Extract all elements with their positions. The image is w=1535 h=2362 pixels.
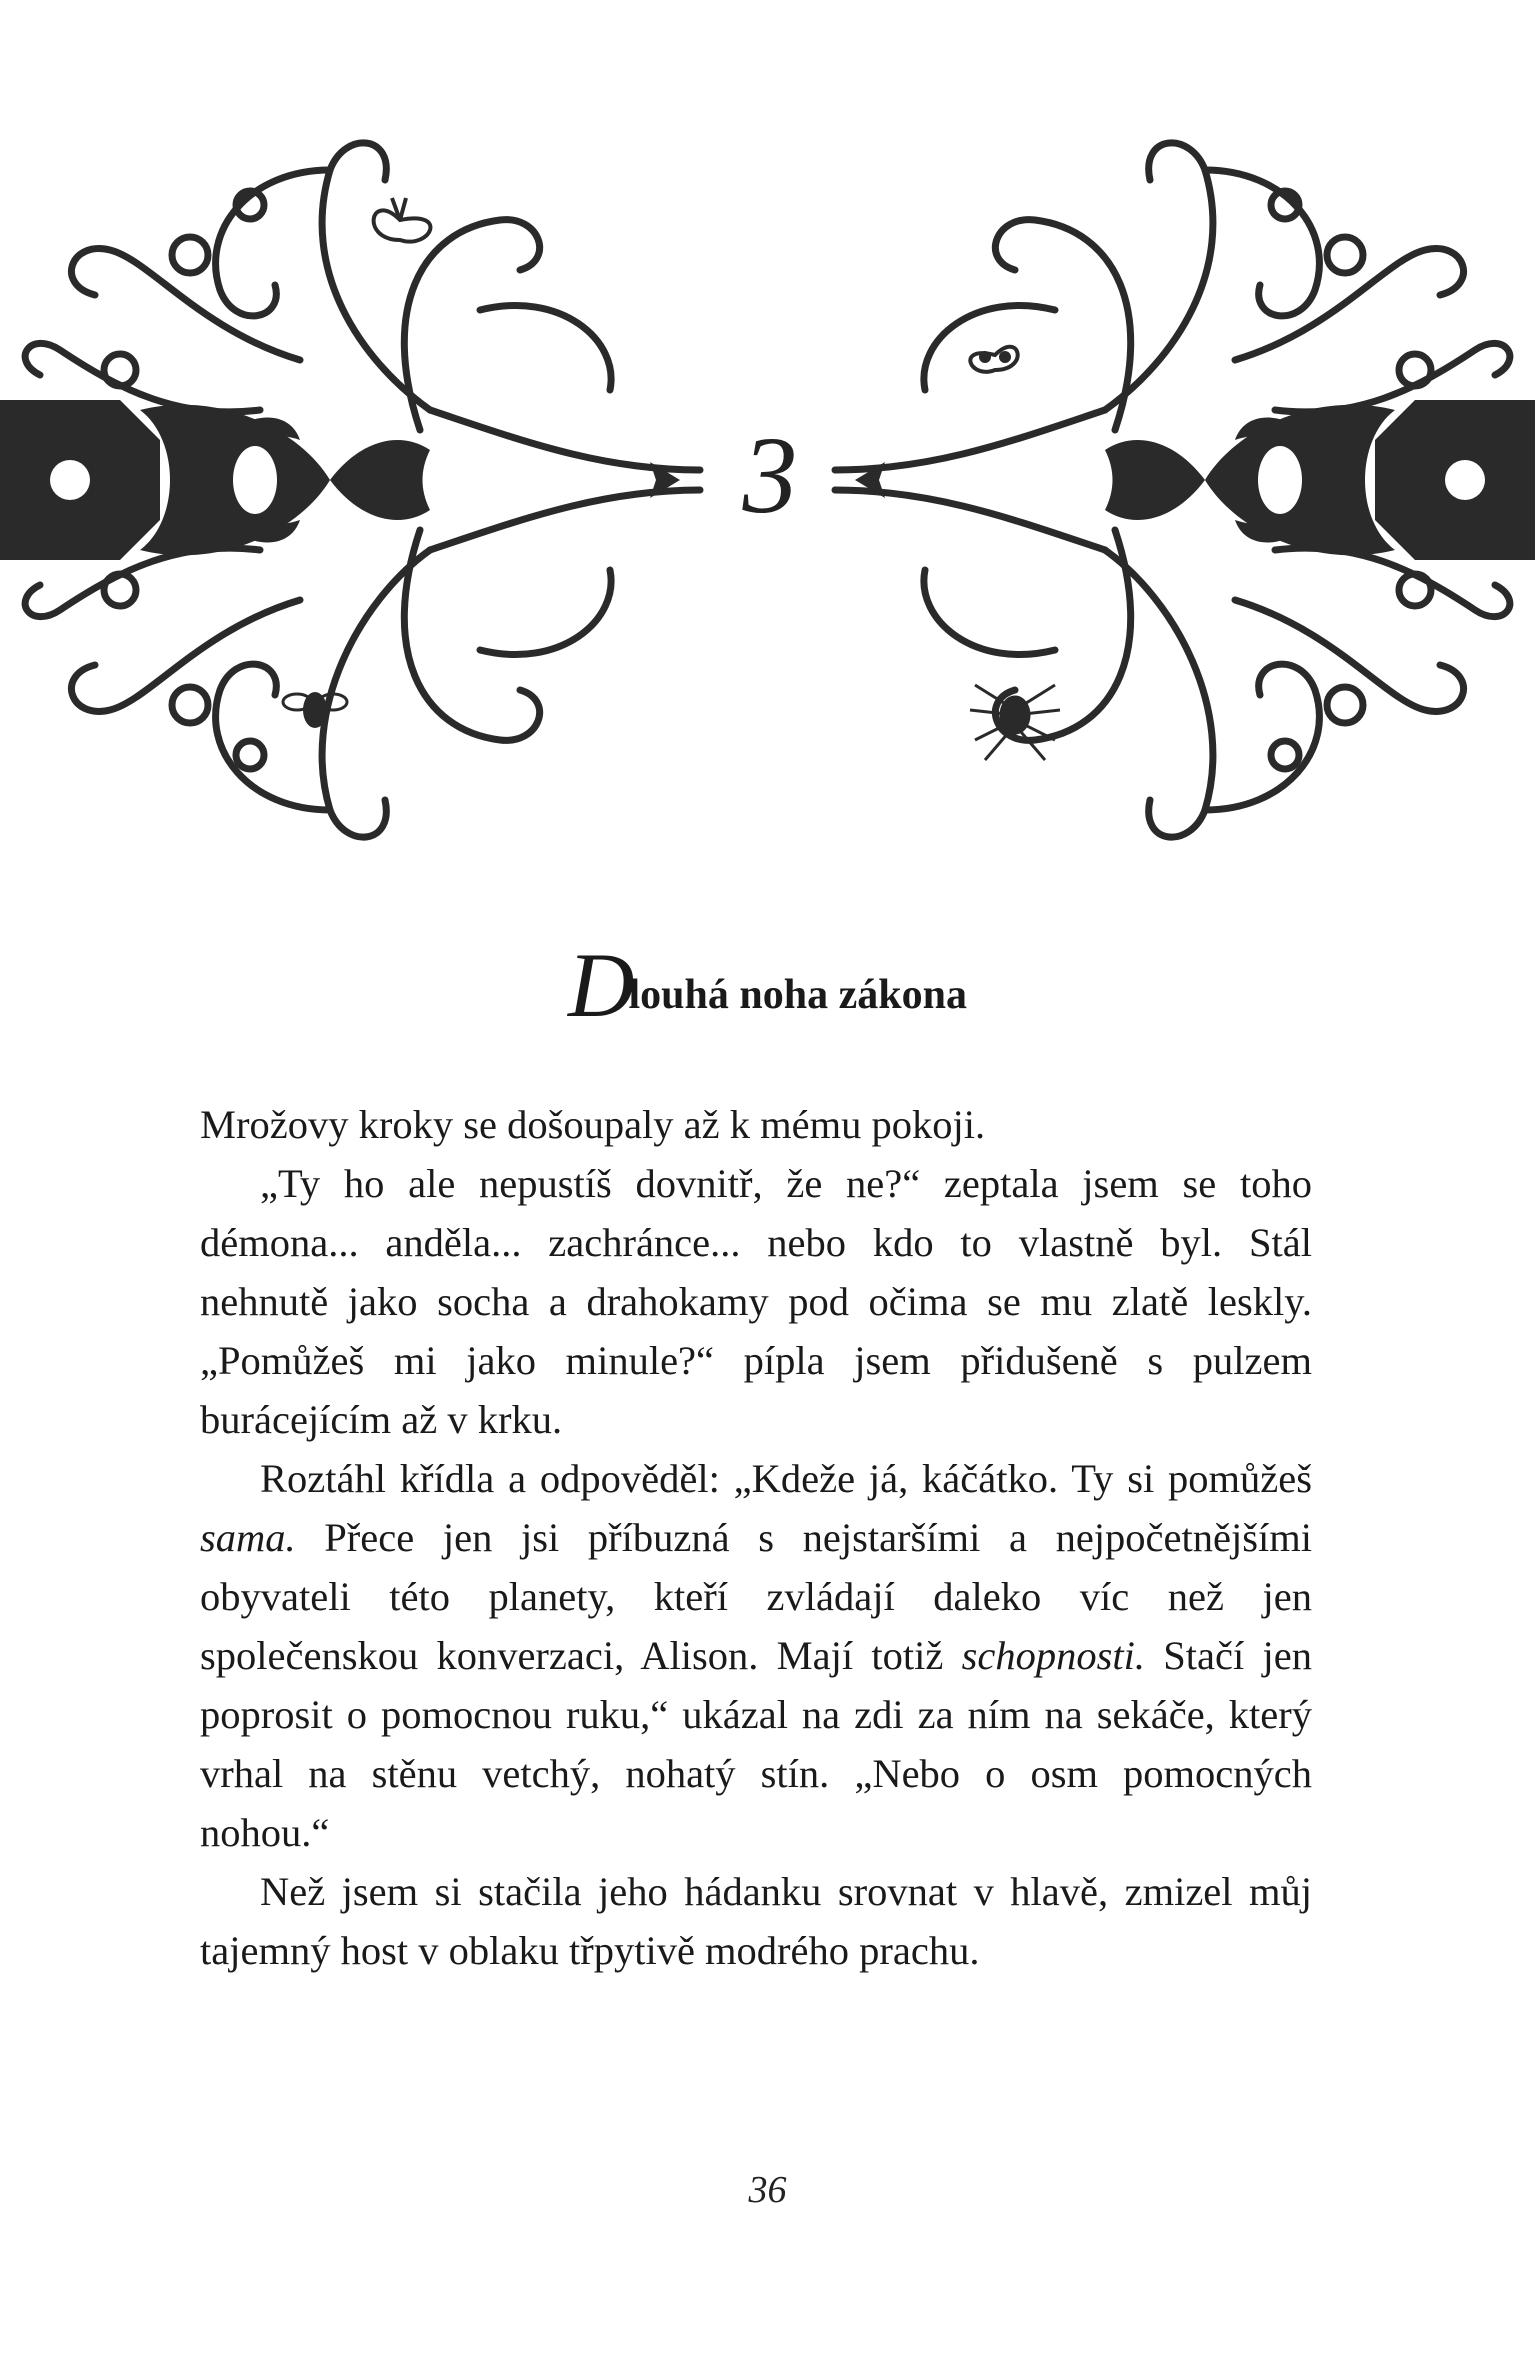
left-ornament-art bbox=[0, 110, 720, 890]
paragraph: Roztáhl křídla a odpověděl: „Kdeže já, káčátko. Ty si pomůžeš sama. Přece jen jsi příbuzná s nejstaršími a nejpočetnějšími obyvateli této planety, kteří zvládají daleko víc než jen společenskou konverzaci, Alison. Mají totiž schopnosti. Stačí jen poprosit o pomocnou ruku,“ ukázal na zdi za ním na sekáče, který vrhal na stěnu vetchý, nohatý stín. „Nebo o osm pomocných nohou.“ bbox=[200, 1456, 1312, 1855]
chapter-number: 3 bbox=[742, 414, 798, 536]
paragraph: Než jsem si stačila jeho hádanku srovnat v hlavě, zmizel můj tajemný host v oblaku třpytivě modrého prachu. bbox=[200, 1869, 1312, 1973]
chapter-title-initial: D bbox=[568, 934, 629, 1036]
chapter-title bbox=[0, 934, 1535, 1036]
page-number: 36 bbox=[748, 2169, 787, 2211]
emphasis: schopnosti. bbox=[961, 1633, 1146, 1678]
paragraph: Mrožovy kroky se došoupaly až k mému pokoji. bbox=[200, 1102, 986, 1147]
right-ornament-art bbox=[815, 110, 1535, 890]
left-ornament bbox=[0, 110, 720, 890]
emphasis: sama. bbox=[200, 1515, 296, 1560]
right-ornament bbox=[815, 110, 1535, 890]
chapter-body bbox=[200, 1095, 1312, 1980]
chapter-title-text: louhá noha zákona bbox=[628, 972, 967, 1018]
paragraph: „Ty ho ale nepustíš dovnitř, že ne?“ zeptala jsem se toho démona... anděla... zachránce... nebo kdo to vlastně byl. Stál nehnutě jako socha a drahokamy pod očima se mu zlatě leskly. „Pomůžeš mi jako minule?“ pípla jsem přidušeně s pulzem burácejícím až v krku. bbox=[200, 1161, 1312, 1442]
